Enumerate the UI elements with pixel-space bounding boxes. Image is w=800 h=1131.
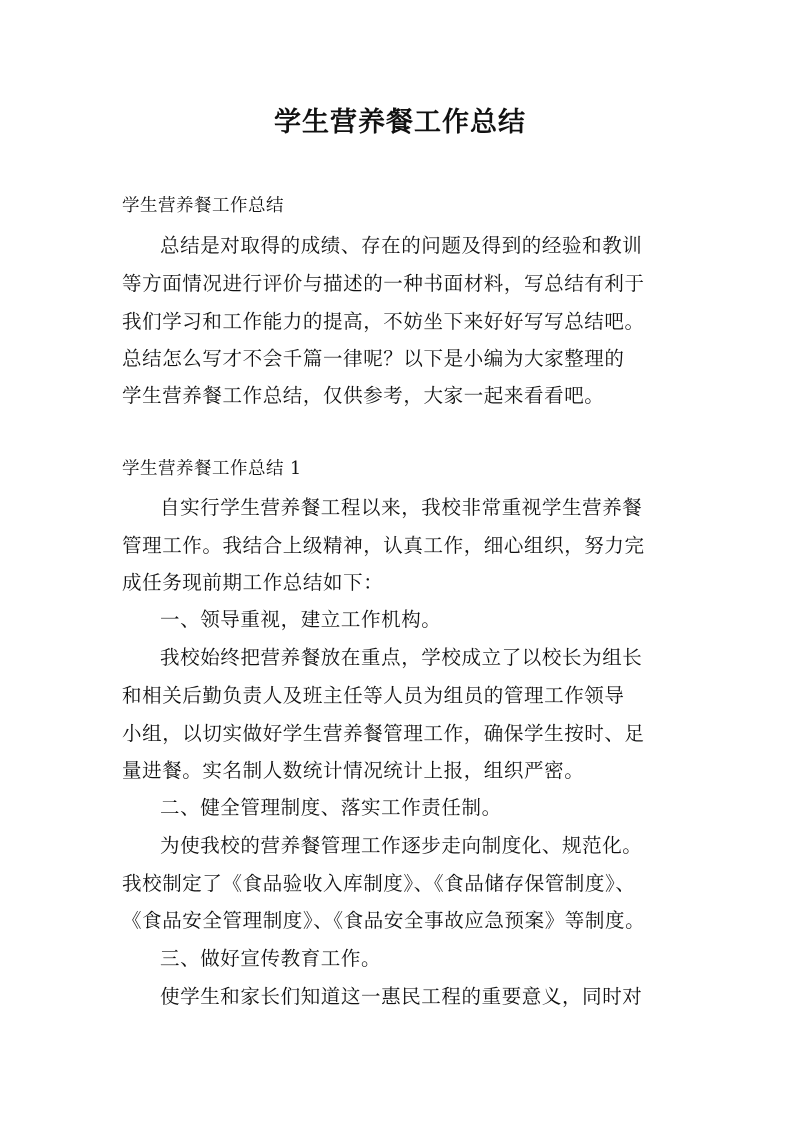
intro-line: 等方面情况进行评价与描述的一种书面材料，写总结有利于: [122, 272, 645, 295]
section1-line: 成任务现前期工作总结如下：: [122, 571, 384, 594]
section1-line: 《食品安全管理制度》、《食品安全事故应急预案》等制度。: [122, 909, 646, 932]
intro-line: 学生营养餐工作总结，仅供参考，大家一起来看看吧。: [122, 384, 605, 407]
section1-line: 三、做好宣传教育工作。: [160, 947, 382, 970]
intro-line: 总结怎么写才不会千篇一律呢？以下是小编为大家整理的: [122, 347, 625, 370]
section1-line: 自实行学生营养餐工程以来，我校非常重视学生营养餐: [160, 496, 643, 519]
intro-line: 总结是对取得的成绩、存在的问题及得到的经验和教训: [160, 234, 643, 257]
section1-line: 和相关后勤负责人及班主任等人员为组员的管理工作领导: [122, 684, 625, 707]
section1-line: 我校制定了《食品验收入库制度》、《食品储存保管制度》、: [122, 872, 636, 895]
section1-line: 我校始终把营养餐放在重点，学校成立了以校长为组长: [160, 646, 643, 669]
intro-heading: 学生营养餐工作总结: [122, 196, 284, 216]
section1-line: 使学生和家长们知道这一惠民工程的重要意义，同时对: [160, 985, 643, 1008]
section1-line: 为使我校的营养餐管理工作逐步走向制度化、规范化。: [160, 834, 643, 857]
section1-line: 二、健全管理制度、落实工作责任制。: [160, 796, 502, 819]
document-title: 学生营养餐工作总结: [274, 107, 526, 138]
intro-line: 我们学习和工作能力的提高，不妨坐下来好好写写总结吧。: [122, 310, 645, 333]
section1-line: 量进餐。实名制人数统计情况统计上报，组织严密。: [122, 759, 585, 782]
section1-line: 一、领导重视，建立工作机构。: [160, 608, 442, 631]
section1-heading: 学生营养餐工作总结 1: [122, 459, 302, 479]
section1-line: 管理工作。我结合上级精神，认真工作，细心组织，努力完: [122, 534, 645, 557]
section1-line: 小组，以切实做好学生营养餐管理工作，确保学生按时、足: [122, 722, 645, 745]
